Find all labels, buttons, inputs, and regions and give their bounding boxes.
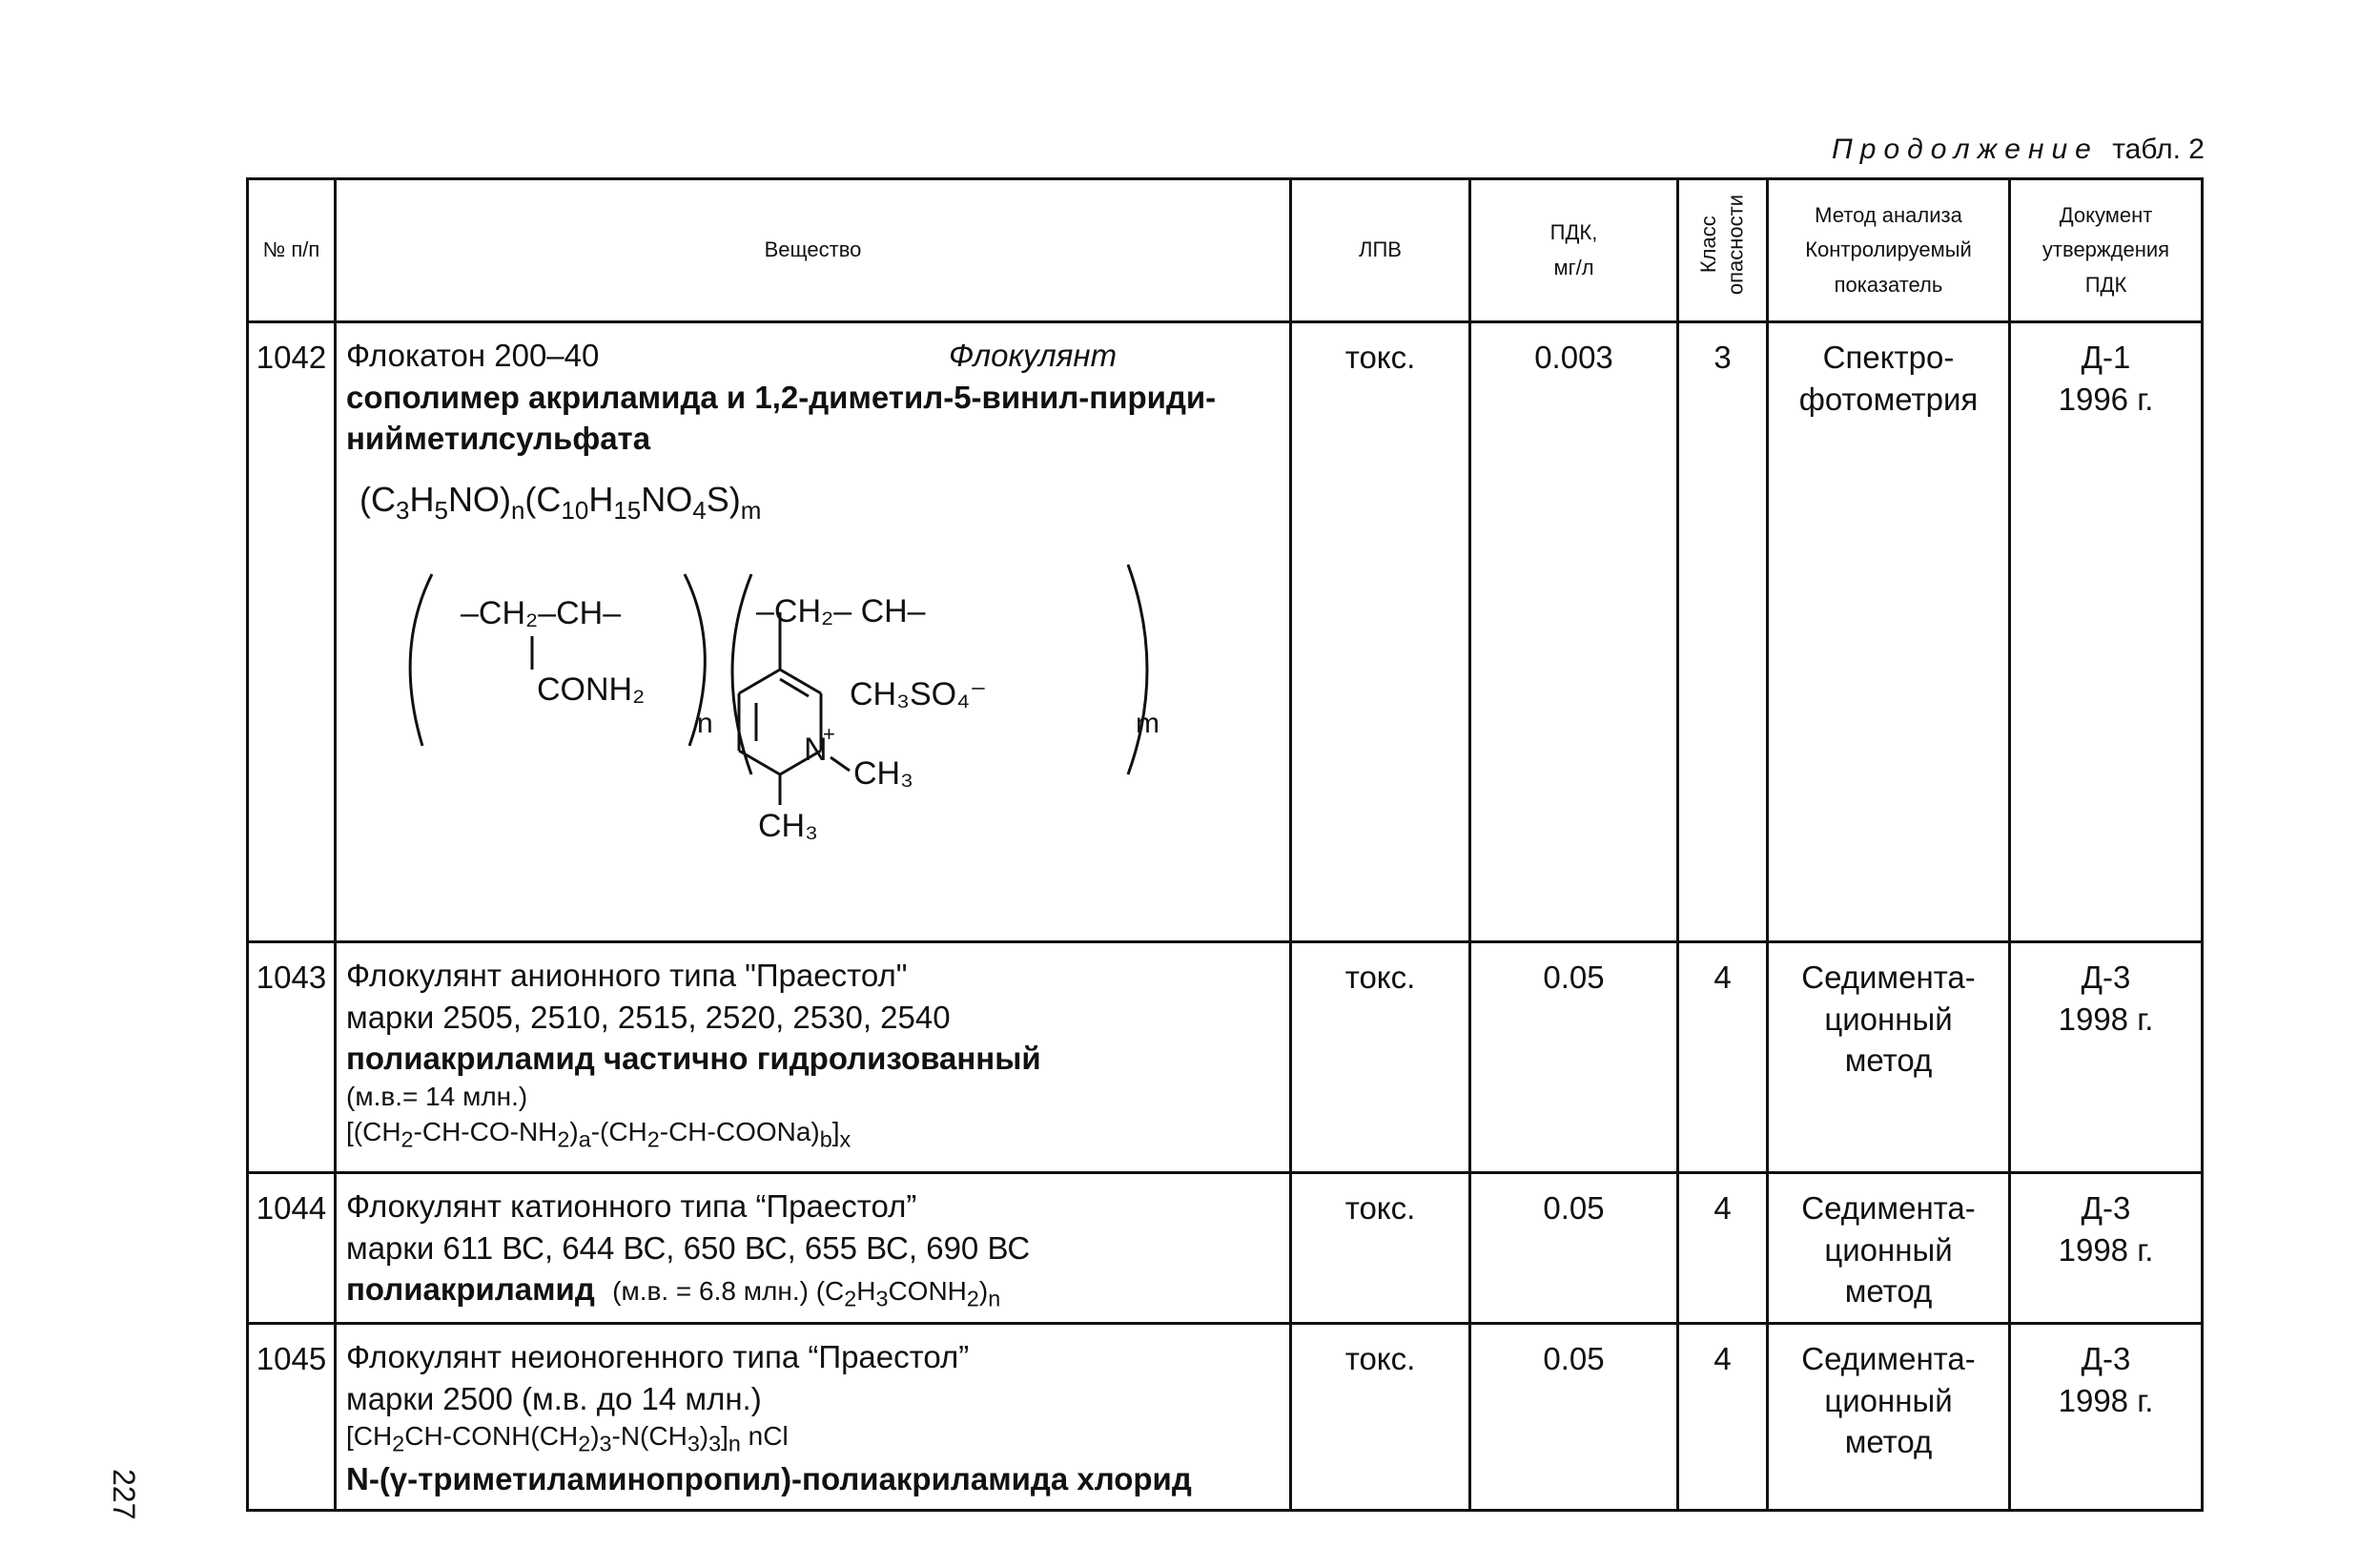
substance-chem-name: сополимер акриламида и 1,2-диметил-5-винил-пириди-	[346, 379, 1217, 415]
pdk-cell: 0.05	[1470, 1324, 1678, 1511]
header-lpv: ЛПВ	[1291, 179, 1470, 322]
document-cell: Д-3 1998 г.	[2010, 1173, 2203, 1324]
pdk-cell: 0.003	[1470, 322, 1678, 942]
substance-role: Флокулянт	[949, 338, 1118, 373]
substance-name: Флокатон 200–40	[346, 338, 600, 373]
page-number: 227	[107, 1469, 141, 1520]
substance-cell	[336, 1173, 1291, 1324]
svg-text:m: m	[1136, 708, 1159, 740]
substance-chem-name: N-(γ-триметиламинопропил)-полиакриламида хлорид	[346, 1461, 1192, 1497]
table-row	[248, 942, 2203, 1173]
substance-cell	[336, 322, 1291, 942]
method-cell: Седимента- ционный метод	[1768, 1173, 2010, 1324]
table-caption	[1832, 134, 2205, 166]
svg-text:CONH₂: CONH₂	[537, 671, 646, 709]
lpv-cell: токс.	[1291, 942, 1470, 1173]
table-row	[248, 1324, 2203, 1511]
header-hazard-class	[1678, 179, 1768, 322]
pdk-cell: 0.05	[1470, 942, 1678, 1173]
hazard-class-cell: 4	[1678, 942, 1768, 1173]
document-cell: Д-3 1998 г.	[2010, 1324, 2203, 1511]
svg-text:–CH₂– CH–: –CH₂– CH–	[756, 593, 926, 630]
substance-mw-formula: (м.в. = 6.8 млн.) $(C_2H_3CONH_2)_n$	[612, 1276, 1001, 1311]
substance-name: Флокулянт неионогенного типа “Праестол”	[346, 1339, 970, 1374]
substance-chem-name: полиакриламид частично гидролизованный	[346, 1041, 1041, 1077]
substance-grades: марки 2505, 2510, 2515, 2520, 2530, 2540	[346, 999, 951, 1035]
header-row	[248, 179, 2203, 322]
molecular-formula: $(C_3H_5NO)_n(C_{10}H_{15}NO_4S)_m$	[359, 479, 762, 525]
header-pdk	[1470, 179, 1678, 322]
svg-text:–CH₂–CH–: –CH₂–CH–	[461, 595, 622, 632]
substance-chem-name-cont: нийметилсульфата	[346, 421, 651, 457]
hazard-class-cell: 4	[1678, 1173, 1768, 1324]
svg-text:CH₃: CH₃	[758, 808, 818, 845]
molecular-weight: (м.в.= 14 млн.)	[346, 1081, 528, 1111]
svg-text:CH₃: CH₃	[853, 755, 913, 793]
chemical-formula: $[(CH_2-CH-CO-NH_2)_a-(CH_2-CH-COONa)_b]_x$	[346, 1116, 851, 1152]
method-cell: Спектро- фотометрия	[1768, 322, 2010, 942]
method-cell: Седимента- ционный метод	[1768, 1324, 2010, 1511]
table-reference: табл. 2	[2112, 134, 2205, 165]
svg-text:+: +	[823, 722, 835, 747]
substance-chem-name: полиакриламид	[346, 1271, 595, 1308]
lpv-cell: токс.	[1291, 1173, 1470, 1324]
substance-cell	[336, 942, 1291, 1173]
substances-table	[246, 177, 2204, 1512]
pdk-cell: 0.05	[1470, 1173, 1678, 1324]
substance-name: Флокулянт катионного типа “Праестол”	[346, 1188, 917, 1224]
table-row	[248, 322, 2203, 942]
document-cell: Д-3 1998 г.	[2010, 942, 2203, 1173]
row-number: 1042	[248, 322, 336, 942]
method-cell: Седимента- ционный метод	[1768, 942, 2010, 1173]
substance-grades: марки 2500 (м.в. до 14 млн.)	[346, 1380, 762, 1416]
header-num: № п/п	[248, 179, 336, 322]
substance-name: Флокулянт анионного типа "Праестол"	[346, 958, 908, 993]
header-method: Метод анализа Контролируемый показатель	[1768, 179, 2010, 322]
table-row	[248, 1173, 2203, 1324]
row-number: 1043	[248, 942, 336, 1173]
hazard-class-cell: 3	[1678, 322, 1768, 942]
substance-cell	[336, 1324, 1291, 1511]
continuation-label: Продолжение	[1832, 134, 2099, 165]
hazard-class-cell: 4	[1678, 1324, 1768, 1511]
header-pdk-line2: мг/л	[1553, 255, 1594, 279]
row-number: 1045	[248, 1324, 336, 1511]
header-pdk-line1: ПДК,	[1549, 220, 1598, 245]
header-hazard-text: Класс опасности	[1695, 195, 1748, 296]
svg-text:N: N	[804, 732, 828, 769]
svg-text:CH₃SO₄⁻: CH₃SO₄⁻	[850, 676, 987, 713]
header-substance: Вещество	[336, 179, 1291, 322]
lpv-cell: токс.	[1291, 322, 1470, 942]
chemical-formula: $[CH_2CH-CONH(CH_2)_3-N(CH_3)_3]_n$ nCl	[346, 1421, 789, 1456]
lpv-cell: токс.	[1291, 1324, 1470, 1511]
document-cell: Д-1 1996 г.	[2010, 322, 2203, 942]
svg-text:n: n	[697, 708, 713, 740]
header-document: Документ утверждения ПДК	[2010, 179, 2203, 322]
structural-formula	[394, 546, 1233, 870]
substance-grades: марки 611 ВС, 644 ВС, 650 ВС, 655 ВС, 690 ВС	[346, 1229, 1031, 1266]
row-number: 1044	[248, 1173, 336, 1324]
